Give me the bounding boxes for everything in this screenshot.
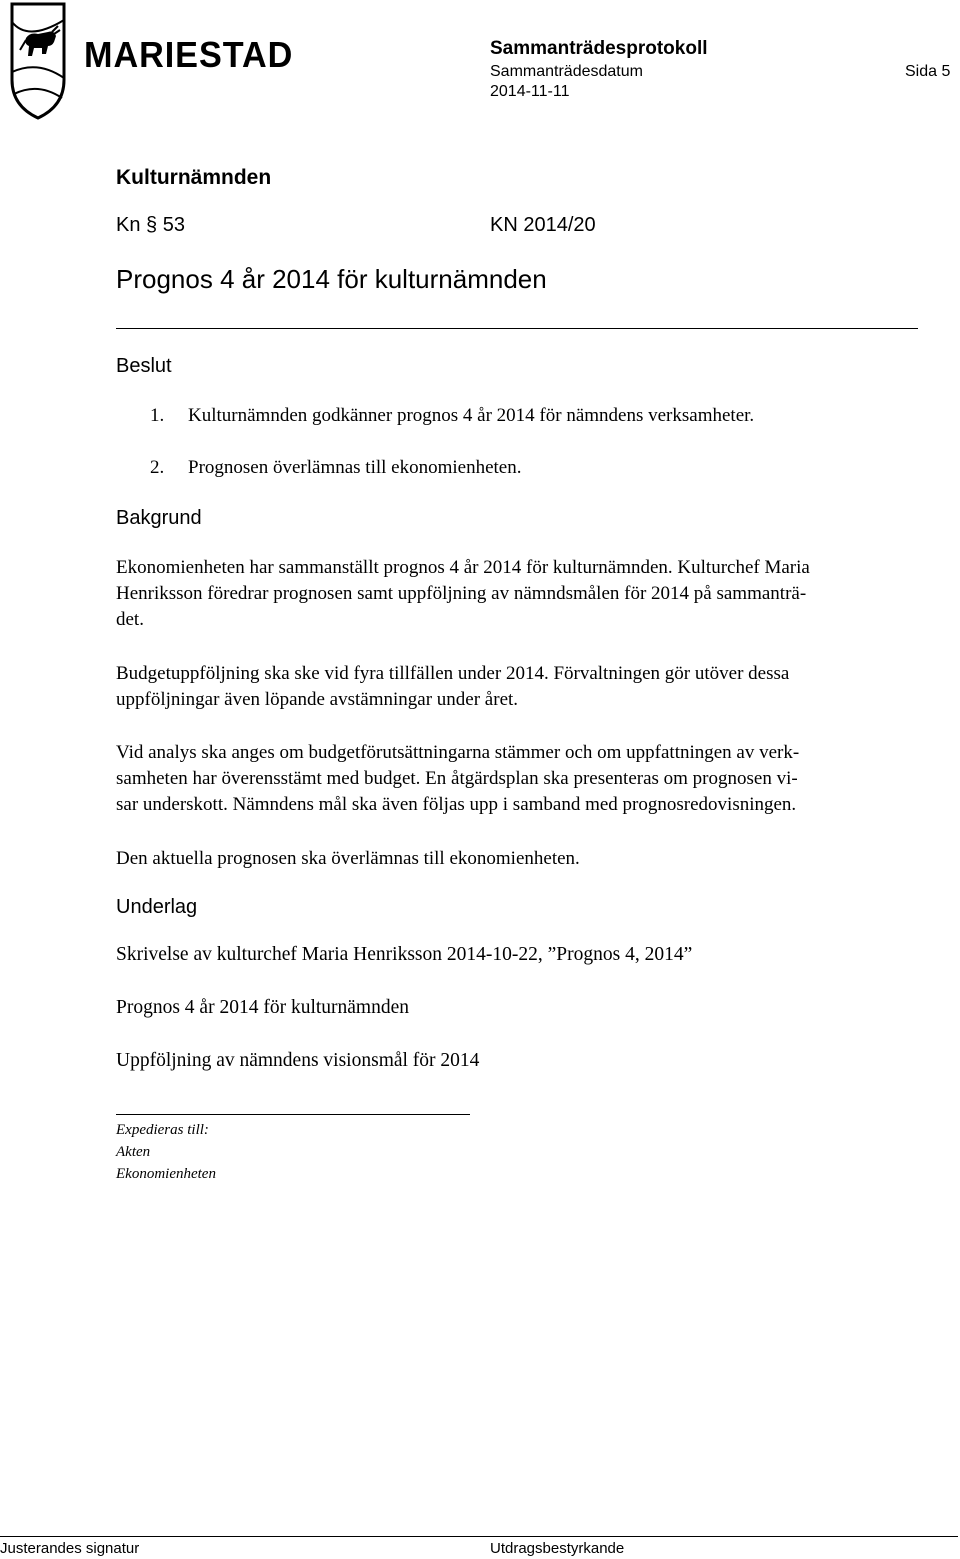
page-number: Sida 5	[905, 63, 951, 80]
logo-wordmark: MARIESTAD	[84, 34, 294, 75]
meeting-date-label: Sammanträdesdatum	[490, 63, 643, 80]
paragraph-line: samheten har överensstämt med budget. En åtgärdsplan ska presenteras om prognosen vi-	[116, 768, 798, 789]
background-heading: Bakgrund	[116, 507, 202, 529]
distribution-recipient: Akten	[116, 1144, 151, 1160]
decision-item-text: Prognosen överlämnas till ekonomienheten.	[188, 457, 522, 478]
case-reference: KN 2014/20	[490, 214, 596, 236]
paragraph-line: Ekonomienheten har sammanställt prognos 4 år 2014 för kulturnämnden. Kulturchef Maria	[116, 557, 810, 578]
decision-item-number: 2.	[150, 457, 165, 478]
background-paragraph	[116, 661, 956, 713]
background-paragraph	[116, 740, 956, 818]
municipality-coat-of-arms-logo	[8, 2, 68, 120]
paragraph-line: sar underskott. Nämndens mål ska även följas upp i samband med prognosredovisningen.	[116, 794, 797, 815]
case-number: Kn § 53	[116, 214, 185, 236]
adjuster-signature-label: Justerandes signatur	[0, 1540, 140, 1557]
distribution-divider	[116, 1114, 470, 1115]
background-paragraph	[116, 555, 956, 633]
basis-document: Skrivelse av kulturchef Maria Henriksson 2014-10-22, ”Prognos 4, 2014”	[116, 944, 693, 965]
extract-certification-label: Utdragsbestyrkande	[490, 1540, 625, 1557]
distribution-recipient: Ekonomienheten	[116, 1166, 216, 1182]
meeting-date: 2014-11-11	[490, 83, 570, 100]
paragraph-line: Den aktuella prognosen ska överlämnas till ekonomienheten.	[116, 848, 580, 869]
basis-heading: Underlag	[116, 896, 198, 918]
paragraph-line: det.	[116, 609, 144, 630]
footer-divider	[0, 1536, 958, 1537]
decision-item-text: Kulturnämnden godkänner prognos 4 år 2014 för nämndens verksamheter.	[188, 405, 755, 426]
title-divider	[116, 328, 918, 329]
basis-document: Prognos 4 år 2014 för kulturnämnden	[116, 997, 409, 1018]
document-type: Sammanträdesprotokoll	[490, 38, 708, 59]
decision-item-number: 1.	[150, 405, 165, 426]
committee-name: Kulturnämnden	[116, 166, 272, 189]
paragraph-line: Vid analys ska anges om budgetförutsättningarna stämmer och om uppfattningen av verk-	[116, 742, 800, 763]
distribution-heading: Expedieras till:	[116, 1122, 209, 1138]
basis-document: Uppföljning av nämndens visionsmål för 2014	[116, 1050, 480, 1071]
paragraph-line: Henriksson föredrar prognosen samt uppföljning av nämndsmålen för 2014 på sammanträ-	[116, 583, 807, 604]
paragraph-line: Budgetuppföljning ska ske vid fyra tillfällen under 2014. Förvaltningen gör utöver dessa	[116, 663, 790, 684]
background-paragraph	[116, 846, 956, 872]
decision-heading: Beslut	[116, 355, 172, 377]
paragraph-line: uppföljningar även löpande avstämningar under året.	[116, 689, 519, 710]
page-title: Prognos 4 år 2014 för kulturnämnden	[116, 264, 547, 294]
